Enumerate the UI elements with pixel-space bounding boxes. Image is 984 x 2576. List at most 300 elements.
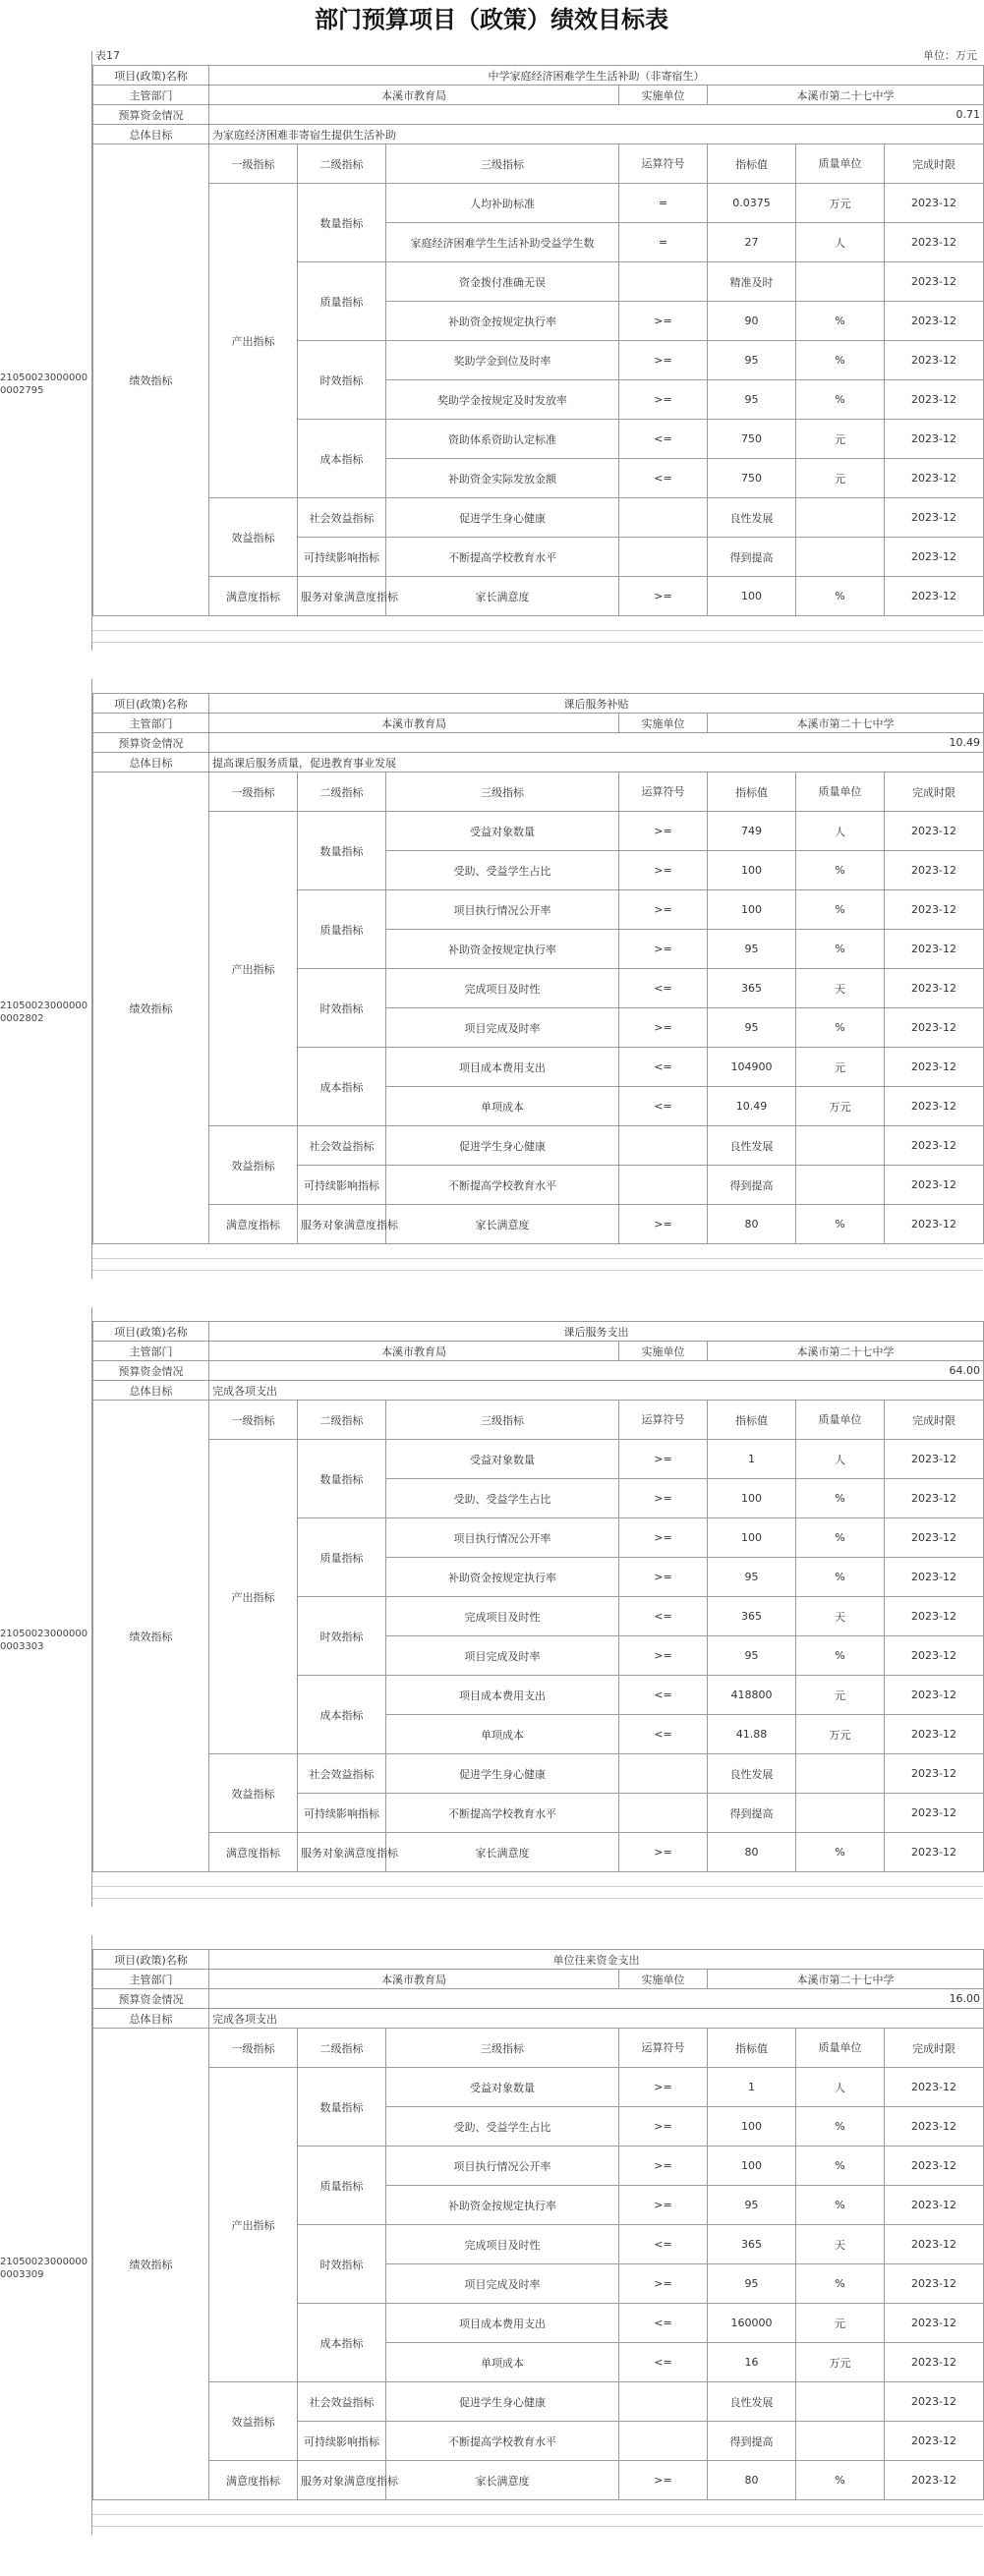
deadline-cell: 2023-12 bbox=[885, 1636, 984, 1676]
table-row bbox=[93, 1126, 984, 1166]
level2-indicator: 成本指标 bbox=[298, 1676, 386, 1754]
indicator-value-cell: 得到提高 bbox=[708, 1166, 796, 1205]
level3-indicator: 促进学生身心健康 bbox=[386, 498, 619, 538]
budget-label: 预算资金情况 bbox=[93, 1361, 209, 1381]
level3-indicator: 补助资金按规定执行率 bbox=[386, 302, 619, 341]
deadline-cell: 2023-12 bbox=[885, 1166, 984, 1205]
operator-cell: >= bbox=[619, 890, 708, 930]
level2-indicator: 服务对象满意度指标 bbox=[298, 577, 386, 616]
level3-indicator: 促进学生身心健康 bbox=[386, 2382, 619, 2422]
level3-indicator: 项目执行情况公开率 bbox=[386, 2147, 619, 2186]
col-header-level3: 三级指标 bbox=[386, 2029, 619, 2068]
unit-cell: 万元 bbox=[796, 184, 885, 223]
unit-cell: % bbox=[796, 2264, 885, 2304]
unit-cell: % bbox=[796, 341, 885, 380]
level3-indicator: 资助体系资助认定标准 bbox=[386, 420, 619, 459]
level2-indicator: 服务对象满意度指标 bbox=[298, 1833, 386, 1872]
level2-indicator: 数量指标 bbox=[298, 184, 386, 262]
level3-indicator: 不断提高学校教育水平 bbox=[386, 1794, 619, 1833]
level3-indicator: 项目完成及时率 bbox=[386, 1636, 619, 1676]
indicator-value-cell: 95 bbox=[708, 341, 796, 380]
project-name-value: 中学家庭经济困难学生生活补助（非寄宿生） bbox=[209, 66, 984, 86]
col-header-level2: 二级指标 bbox=[298, 1401, 386, 1440]
deadline-cell: 2023-12 bbox=[885, 1440, 984, 1479]
level3-indicator: 家长满意度 bbox=[386, 1833, 619, 1872]
level1-indicator: 效益指标 bbox=[209, 1126, 298, 1205]
level2-indicator: 成本指标 bbox=[298, 2304, 386, 2382]
project-name-label: 项目(政策)名称 bbox=[93, 1950, 209, 1970]
indicator-value-cell: 95 bbox=[708, 2186, 796, 2225]
perf-label: 绩效指标 bbox=[93, 1401, 209, 1872]
table-row bbox=[93, 2382, 984, 2422]
performance-goal-table bbox=[92, 65, 984, 616]
level3-indicator: 资金拨付准确无误 bbox=[386, 262, 619, 302]
indicator-value-cell: 90 bbox=[708, 302, 796, 341]
blank-rows bbox=[92, 2503, 983, 2527]
indicator-value-cell: 95 bbox=[708, 1008, 796, 1048]
level2-indicator: 社会效益指标 bbox=[298, 2382, 386, 2422]
unit-cell: 元 bbox=[796, 1676, 885, 1715]
project-code: 210500230000000002795 bbox=[0, 372, 88, 396]
level2-indicator: 服务对象满意度指标 bbox=[298, 1205, 386, 1244]
department-row bbox=[93, 1342, 984, 1361]
deadline-cell: 2023-12 bbox=[885, 2068, 984, 2107]
budget-label: 预算资金情况 bbox=[93, 1989, 209, 2009]
col-header-level1: 一级指标 bbox=[209, 144, 298, 184]
operator-cell: >= bbox=[619, 302, 708, 341]
project-code: 210500230000000003309 bbox=[0, 2257, 88, 2280]
level3-indicator: 受助、受益学生占比 bbox=[386, 851, 619, 890]
level2-indicator: 社会效益指标 bbox=[298, 1126, 386, 1166]
budget-label: 预算资金情况 bbox=[93, 105, 209, 125]
table-row bbox=[93, 2068, 984, 2107]
operator-cell: >= bbox=[619, 812, 708, 851]
indicator-value-cell: 0.0375 bbox=[708, 184, 796, 223]
level1-indicator: 满意度指标 bbox=[209, 1205, 298, 1244]
deadline-cell: 2023-12 bbox=[885, 2107, 984, 2147]
operator-cell: >= bbox=[619, 1833, 708, 1872]
table-row bbox=[93, 1754, 984, 1794]
level2-indicator: 社会效益指标 bbox=[298, 1754, 386, 1794]
level3-indicator: 受益对象数量 bbox=[386, 1440, 619, 1479]
level3-indicator: 不断提高学校教育水平 bbox=[386, 2422, 619, 2461]
indicator-value-cell: 27 bbox=[708, 223, 796, 262]
unit-cell: 天 bbox=[796, 2225, 885, 2264]
unit-cell: 人 bbox=[796, 1440, 885, 1479]
budget-row bbox=[93, 733, 984, 753]
deadline-cell: 2023-12 bbox=[885, 851, 984, 890]
goal-row bbox=[93, 2009, 984, 2029]
deadline-cell: 2023-12 bbox=[885, 2147, 984, 2186]
operator-cell: >= bbox=[619, 2147, 708, 2186]
level1-indicator: 产出指标 bbox=[209, 1440, 298, 1754]
operator-cell: <= bbox=[619, 1048, 708, 1087]
level3-indicator: 奖助学金到位及时率 bbox=[386, 341, 619, 380]
operator-cell bbox=[619, 498, 708, 538]
unit-cell: % bbox=[796, 302, 885, 341]
operator-cell: <= bbox=[619, 2343, 708, 2382]
goal-row bbox=[93, 125, 984, 144]
deadline-cell: 2023-12 bbox=[885, 1754, 984, 1794]
impl-unit-value: 本溪市第二十七中学 bbox=[708, 714, 984, 733]
level3-indicator: 不断提高学校教育水平 bbox=[386, 538, 619, 577]
unit-cell: % bbox=[796, 1518, 885, 1558]
goal-label: 总体目标 bbox=[93, 1381, 209, 1401]
project-name-value: 课后服务补贴 bbox=[209, 694, 984, 714]
col-header-operator: 运算符号 bbox=[619, 773, 708, 812]
impl-unit-label: 实施单位 bbox=[619, 86, 708, 105]
col-header-value: 指标值 bbox=[708, 773, 796, 812]
blank-row bbox=[92, 1259, 983, 1271]
level3-indicator: 不断提高学校教育水平 bbox=[386, 1166, 619, 1205]
indicator-value-cell: 365 bbox=[708, 969, 796, 1008]
blank-row bbox=[92, 2515, 983, 2527]
level1-indicator: 产出指标 bbox=[209, 2068, 298, 2382]
unit-cell: % bbox=[796, 380, 885, 420]
operator-cell: >= bbox=[619, 577, 708, 616]
unit-cell: % bbox=[796, 1558, 885, 1597]
indicator-value-cell: 100 bbox=[708, 2107, 796, 2147]
unit-cell: % bbox=[796, 1833, 885, 1872]
unit-cell: 万元 bbox=[796, 2343, 885, 2382]
performance-goal-table bbox=[92, 1321, 984, 1872]
level1-indicator: 满意度指标 bbox=[209, 2461, 298, 2500]
table-row bbox=[93, 1440, 984, 1479]
level1-indicator: 产出指标 bbox=[209, 184, 298, 498]
deadline-cell: 2023-12 bbox=[885, 2225, 984, 2264]
indicator-value-cell: 良性发展 bbox=[708, 2382, 796, 2422]
dept-value: 本溪市教育局 bbox=[209, 714, 619, 733]
project-code: 210500230000000002802 bbox=[0, 1001, 88, 1024]
level3-indicator: 人均补助标准 bbox=[386, 184, 619, 223]
performance-goal-table bbox=[92, 1949, 984, 2500]
operator-cell: <= bbox=[619, 969, 708, 1008]
level3-indicator: 促进学生身心健康 bbox=[386, 1126, 619, 1166]
unit-label: 单位：万元 bbox=[923, 49, 977, 62]
unit-cell bbox=[796, 1166, 885, 1205]
level2-indicator: 数量指标 bbox=[298, 2068, 386, 2147]
deadline-cell: 2023-12 bbox=[885, 2264, 984, 2304]
level2-indicator: 服务对象满意度指标 bbox=[298, 2461, 386, 2500]
unit-cell: 万元 bbox=[796, 1087, 885, 1126]
unit-cell bbox=[796, 2382, 885, 2422]
column-header-row bbox=[93, 2029, 984, 2068]
budget-value: 16.00 bbox=[209, 1989, 984, 2009]
level2-indicator: 时效指标 bbox=[298, 969, 386, 1048]
impl-unit-label: 实施单位 bbox=[619, 1342, 708, 1361]
project-name-label: 项目(政策)名称 bbox=[93, 1322, 209, 1342]
col-header-deadline: 完成时限 bbox=[885, 144, 984, 184]
level3-indicator: 受益对象数量 bbox=[386, 812, 619, 851]
operator-cell bbox=[619, 538, 708, 577]
deadline-cell: 2023-12 bbox=[885, 459, 984, 498]
indicator-value-cell: 95 bbox=[708, 930, 796, 969]
dept-label: 主管部门 bbox=[93, 714, 209, 733]
operator-cell bbox=[619, 1794, 708, 1833]
unit-cell: 万元 bbox=[796, 1715, 885, 1754]
unit-cell bbox=[796, 1794, 885, 1833]
table-row bbox=[93, 498, 984, 538]
level3-indicator: 家庭经济困难学生生活补助受益学生数 bbox=[386, 223, 619, 262]
operator-cell: >= bbox=[619, 1518, 708, 1558]
level2-indicator: 成本指标 bbox=[298, 1048, 386, 1126]
budget-row bbox=[93, 1989, 984, 2009]
unit-cell: % bbox=[796, 930, 885, 969]
goal-value: 提高课后服务质量，促进教育事业发展 bbox=[209, 753, 984, 773]
indicator-value-cell: 100 bbox=[708, 890, 796, 930]
indicator-value-cell: 95 bbox=[708, 1558, 796, 1597]
level1-indicator: 满意度指标 bbox=[209, 577, 298, 616]
impl-unit-label: 实施单位 bbox=[619, 1970, 708, 1989]
project-name-value: 课后服务支出 bbox=[209, 1322, 984, 1342]
operator-cell: <= bbox=[619, 1597, 708, 1636]
deadline-cell: 2023-12 bbox=[885, 1048, 984, 1087]
level2-indicator: 质量指标 bbox=[298, 2147, 386, 2225]
unit-cell: % bbox=[796, 2461, 885, 2500]
col-header-level1: 一级指标 bbox=[209, 1401, 298, 1440]
project-name-label: 项目(政策)名称 bbox=[93, 66, 209, 86]
indicator-value-cell: 41.88 bbox=[708, 1715, 796, 1754]
table-number: 表17 bbox=[95, 49, 120, 62]
level3-indicator: 完成项目及时性 bbox=[386, 969, 619, 1008]
indicator-value-cell: 16 bbox=[708, 2343, 796, 2382]
deadline-cell: 2023-12 bbox=[885, 380, 984, 420]
budget-value: 64.00 bbox=[209, 1361, 984, 1381]
perf-label: 绩效指标 bbox=[93, 144, 209, 616]
department-row bbox=[93, 1970, 984, 1989]
operator-cell: <= bbox=[619, 1087, 708, 1126]
col-header-level1: 一级指标 bbox=[209, 2029, 298, 2068]
level3-indicator: 奖助学金按规定及时发放率 bbox=[386, 380, 619, 420]
deadline-cell: 2023-12 bbox=[885, 341, 984, 380]
col-header-deadline: 完成时限 bbox=[885, 2029, 984, 2068]
indicator-value-cell: 良性发展 bbox=[708, 1126, 796, 1166]
budget-row bbox=[93, 1361, 984, 1381]
deadline-cell: 2023-12 bbox=[885, 538, 984, 577]
blank-row bbox=[92, 1887, 983, 1899]
indicator-value-cell: 80 bbox=[708, 1205, 796, 1244]
operator-cell: >= bbox=[619, 2107, 708, 2147]
blank-rows bbox=[92, 1247, 983, 1271]
level3-indicator: 项目执行情况公开率 bbox=[386, 890, 619, 930]
operator-cell: <= bbox=[619, 2304, 708, 2343]
col-header-value: 指标值 bbox=[708, 2029, 796, 2068]
impl-unit-label: 实施单位 bbox=[619, 714, 708, 733]
level3-indicator: 家长满意度 bbox=[386, 2461, 619, 2500]
level3-indicator: 补助资金按规定执行率 bbox=[386, 1558, 619, 1597]
budget-value: 0.71 bbox=[209, 105, 984, 125]
goal-label: 总体目标 bbox=[93, 2009, 209, 2029]
unit-cell: % bbox=[796, 851, 885, 890]
unit-cell: 人 bbox=[796, 2068, 885, 2107]
level2-indicator: 可持续影响指标 bbox=[298, 538, 386, 577]
level3-indicator: 受助、受益学生占比 bbox=[386, 1479, 619, 1518]
indicator-value-cell: 80 bbox=[708, 2461, 796, 2500]
unit-cell bbox=[796, 498, 885, 538]
operator-cell bbox=[619, 2382, 708, 2422]
col-header-unit: 质量单位 bbox=[796, 1401, 885, 1440]
indicator-value-cell: 104900 bbox=[708, 1048, 796, 1087]
project-name-row bbox=[93, 694, 984, 714]
level3-indicator: 项目执行情况公开率 bbox=[386, 1518, 619, 1558]
operator-cell: >= bbox=[619, 851, 708, 890]
level2-indicator: 时效指标 bbox=[298, 2225, 386, 2304]
unit-cell: 人 bbox=[796, 812, 885, 851]
operator-cell: = bbox=[619, 223, 708, 262]
operator-cell bbox=[619, 1126, 708, 1166]
operator-cell bbox=[619, 2422, 708, 2461]
project-name-row bbox=[93, 1322, 984, 1342]
col-header-operator: 运算符号 bbox=[619, 2029, 708, 2068]
level2-indicator: 可持续影响指标 bbox=[298, 2422, 386, 2461]
level3-indicator: 完成项目及时性 bbox=[386, 1597, 619, 1636]
operator-cell: = bbox=[619, 184, 708, 223]
deadline-cell: 2023-12 bbox=[885, 1676, 984, 1715]
operator-cell: >= bbox=[619, 1479, 708, 1518]
goal-label: 总体目标 bbox=[93, 753, 209, 773]
col-header-value: 指标值 bbox=[708, 144, 796, 184]
dept-value: 本溪市教育局 bbox=[209, 86, 619, 105]
table-row bbox=[93, 812, 984, 851]
level1-indicator: 产出指标 bbox=[209, 812, 298, 1126]
level2-indicator: 社会效益指标 bbox=[298, 498, 386, 538]
indicator-value-cell: 100 bbox=[708, 577, 796, 616]
operator-cell: >= bbox=[619, 2264, 708, 2304]
impl-unit-value: 本溪市第二十七中学 bbox=[708, 86, 984, 105]
unit-cell: % bbox=[796, 890, 885, 930]
blank-row bbox=[92, 631, 983, 643]
indicator-value-cell: 精准及时 bbox=[708, 262, 796, 302]
dept-label: 主管部门 bbox=[93, 1970, 209, 1989]
indicator-value-cell: 418800 bbox=[708, 1676, 796, 1715]
operator-cell bbox=[619, 262, 708, 302]
dept-label: 主管部门 bbox=[93, 86, 209, 105]
indicator-value-cell: 750 bbox=[708, 420, 796, 459]
level3-indicator: 家长满意度 bbox=[386, 1205, 619, 1244]
deadline-cell: 2023-12 bbox=[885, 2343, 984, 2382]
table-row bbox=[93, 2461, 984, 2500]
indicator-value-cell: 1 bbox=[708, 1440, 796, 1479]
level3-indicator: 项目成本费用支出 bbox=[386, 1676, 619, 1715]
goal-label: 总体目标 bbox=[93, 125, 209, 144]
indicator-value-cell: 95 bbox=[708, 380, 796, 420]
indicator-value-cell: 365 bbox=[708, 1597, 796, 1636]
deadline-cell: 2023-12 bbox=[885, 1126, 984, 1166]
col-header-unit: 质量单位 bbox=[796, 2029, 885, 2068]
goal-row bbox=[93, 1381, 984, 1401]
col-header-level2: 二级指标 bbox=[298, 144, 386, 184]
indicator-value-cell: 95 bbox=[708, 1636, 796, 1676]
indicator-value-cell: 80 bbox=[708, 1833, 796, 1872]
level1-indicator: 效益指标 bbox=[209, 2382, 298, 2461]
blank-row bbox=[92, 619, 983, 631]
perf-label: 绩效指标 bbox=[93, 773, 209, 1244]
deadline-cell: 2023-12 bbox=[885, 969, 984, 1008]
unit-cell bbox=[796, 1754, 885, 1794]
col-header-deadline: 完成时限 bbox=[885, 773, 984, 812]
indicator-value-cell: 95 bbox=[708, 2264, 796, 2304]
unit-cell: % bbox=[796, 1636, 885, 1676]
deadline-cell: 2023-12 bbox=[885, 2382, 984, 2422]
level2-indicator: 成本指标 bbox=[298, 420, 386, 498]
unit-cell: 元 bbox=[796, 459, 885, 498]
performance-goal-table bbox=[92, 693, 984, 1244]
level3-indicator: 完成项目及时性 bbox=[386, 2225, 619, 2264]
level3-indicator: 促进学生身心健康 bbox=[386, 1754, 619, 1794]
col-header-deadline: 完成时限 bbox=[885, 1401, 984, 1440]
deadline-cell: 2023-12 bbox=[885, 420, 984, 459]
indicator-value-cell: 良性发展 bbox=[708, 1754, 796, 1794]
level3-indicator: 家长满意度 bbox=[386, 577, 619, 616]
deadline-cell: 2023-12 bbox=[885, 1794, 984, 1833]
indicator-value-cell: 100 bbox=[708, 1479, 796, 1518]
deadline-cell: 2023-12 bbox=[885, 577, 984, 616]
col-header-level1: 一级指标 bbox=[209, 773, 298, 812]
level2-indicator: 可持续影响指标 bbox=[298, 1794, 386, 1833]
unit-cell: 元 bbox=[796, 1048, 885, 1087]
col-header-level2: 二级指标 bbox=[298, 2029, 386, 2068]
deadline-cell: 2023-12 bbox=[885, 2186, 984, 2225]
unit-cell: 天 bbox=[796, 1597, 885, 1636]
operator-cell: <= bbox=[619, 1715, 708, 1754]
col-header-level3: 三级指标 bbox=[386, 1401, 619, 1440]
blank-row bbox=[92, 1247, 983, 1259]
deadline-cell: 2023-12 bbox=[885, 1558, 984, 1597]
col-header-operator: 运算符号 bbox=[619, 1401, 708, 1440]
operator-cell: <= bbox=[619, 1676, 708, 1715]
table-row bbox=[93, 184, 984, 223]
unit-cell bbox=[796, 538, 885, 577]
indicator-value-cell: 得到提高 bbox=[708, 1794, 796, 1833]
unit-cell: % bbox=[796, 1205, 885, 1244]
deadline-cell: 2023-12 bbox=[885, 2422, 984, 2461]
department-row bbox=[93, 714, 984, 733]
level3-indicator: 受助、受益学生占比 bbox=[386, 2107, 619, 2147]
project-name-label: 项目(政策)名称 bbox=[93, 694, 209, 714]
level3-indicator: 单项成本 bbox=[386, 1715, 619, 1754]
indicator-value-cell: 1 bbox=[708, 2068, 796, 2107]
unit-cell: 元 bbox=[796, 2304, 885, 2343]
deadline-cell: 2023-12 bbox=[885, 262, 984, 302]
operator-cell: >= bbox=[619, 1008, 708, 1048]
table-row bbox=[93, 577, 984, 616]
level1-indicator: 满意度指标 bbox=[209, 1833, 298, 1872]
level3-indicator: 单项成本 bbox=[386, 2343, 619, 2382]
table-row bbox=[93, 1205, 984, 1244]
unit-cell bbox=[796, 262, 885, 302]
indicator-value-cell: 良性发展 bbox=[708, 498, 796, 538]
operator-cell: >= bbox=[619, 380, 708, 420]
level2-indicator: 质量指标 bbox=[298, 1518, 386, 1597]
unit-cell bbox=[796, 1126, 885, 1166]
operator-cell: >= bbox=[619, 1558, 708, 1597]
unit-cell: 元 bbox=[796, 420, 885, 459]
operator-cell: >= bbox=[619, 2186, 708, 2225]
deadline-cell: 2023-12 bbox=[885, 930, 984, 969]
operator-cell: >= bbox=[619, 930, 708, 969]
col-header-unit: 质量单位 bbox=[796, 773, 885, 812]
level2-indicator: 数量指标 bbox=[298, 1440, 386, 1518]
unit-cell: % bbox=[796, 2147, 885, 2186]
unit-cell: 天 bbox=[796, 969, 885, 1008]
deadline-cell: 2023-12 bbox=[885, 1087, 984, 1126]
operator-cell: <= bbox=[619, 2225, 708, 2264]
table-row bbox=[93, 1833, 984, 1872]
level2-indicator: 质量指标 bbox=[298, 262, 386, 341]
perf-label: 绩效指标 bbox=[93, 2029, 209, 2500]
indicator-value-cell: 100 bbox=[708, 2147, 796, 2186]
level3-indicator: 项目完成及时率 bbox=[386, 1008, 619, 1048]
